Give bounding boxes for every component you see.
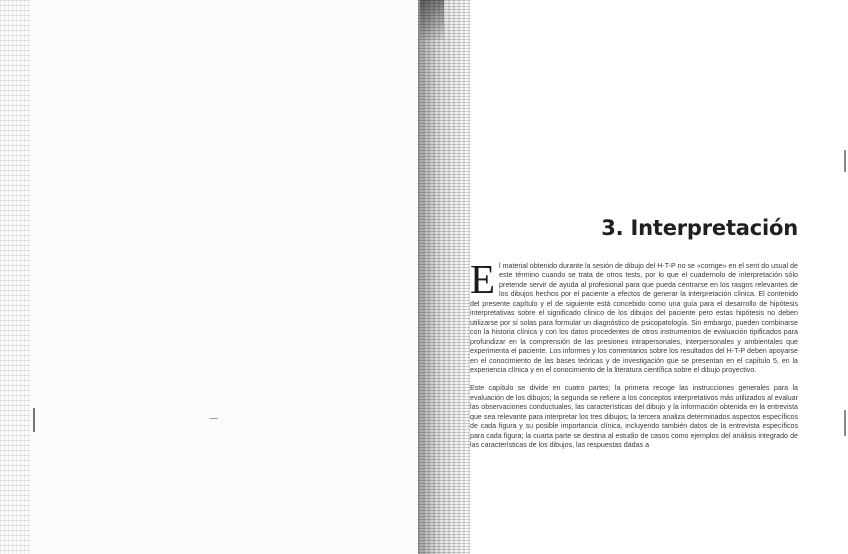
left-margin-mark bbox=[33, 408, 35, 432]
left-page-edge-texture bbox=[0, 0, 30, 554]
book-gutter-shadow bbox=[418, 0, 470, 554]
paragraph-1-text: l material obtenido durante la sesión de dibujo del H-T-P no se «corrige» en el sent do usual de este término cuando se trata de otros tests, por lo que el cuadernolo de interpretación sólo pretende servir de ayuda al profesional para que pueda centrarse en los rasgos relevantes de los dibujos hechos por el paciente a efectos de generar la interpretación clínica. El contenido del presente capítulo y el de siguiente está concebido como una guía para el desarrollo de hipótesis interpretativas sobre el significado clínico de los dibujos del paciente pero estas hipótesis no deben utilizarse por sí solas para formular un diagnóstico de psicopatología. Sin embargo, pueden combinarse con la historia clínica y con los datos procedentes de otros instrumentos de evaluación tipificados para profundizar en la comprensión de las presiones intrapersonales, interpersonales y ambientales que experimenta el paciente. Los informes y los comentarios sobre los resultados del H-T-P deben apoyarse en el conocimiento de las bases teóricas y de investigación que se presentan en el capítulo 5, en la experiencia clínica y en el conocimiento de la literatura científica sobre el dibujo proyectivo. bbox=[470, 262, 798, 374]
drop-cap: E bbox=[470, 256, 496, 302]
paragraph-1 bbox=[470, 256, 798, 375]
chapter-body-text bbox=[470, 256, 798, 451]
chapter-title: 3. Interpretación bbox=[601, 216, 798, 240]
left-page-speck bbox=[210, 418, 218, 419]
gutter-top-shadow bbox=[420, 0, 444, 40]
paragraph-2: Este capítulo se divide en cuatro partes; la primera recoge las instrucciones generales para la evaluación de los dibujos; la segunda se refiere a los conceptos interpretativos más utilizados al evaluar las observaciones conductuales, las características del dibujo y la información obtenida en la entrevista que sea relevante para interpretar los tres dibujos; la tercera analiza determinados aspectos específicos de cada figura y su posible importancia clínica, incluyendo también datos de la entrevista específicos para cada figura; la cuarta parte se destina al estudio de casos como ejemplos del análisis integrado de las características de los dibujos, las respuestas dadas a bbox=[470, 384, 798, 450]
